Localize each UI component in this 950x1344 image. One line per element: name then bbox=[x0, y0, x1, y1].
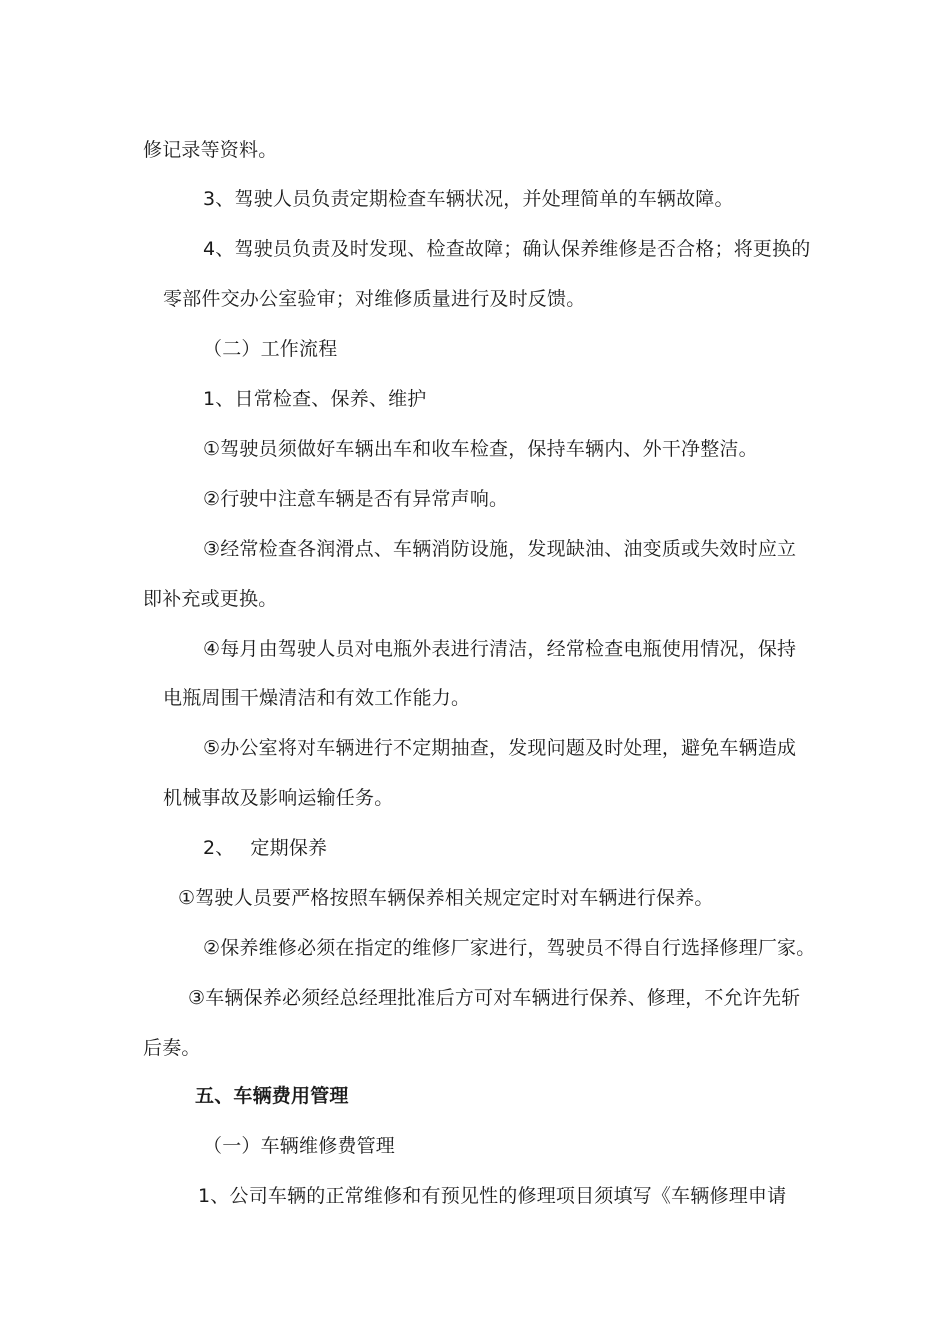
text-line: 3、驾驶人员负责定期检查车辆状况，并处理简单的车辆故障。 bbox=[203, 188, 734, 210]
text-line: ②保养维修必须在指定的维修厂家进行，驾驶员不得自行选择修理厂家。 bbox=[203, 937, 816, 959]
subsection-heading: 1、日常检查、保养、维护 bbox=[203, 388, 427, 410]
text-line: 电瓶周围干燥清洁和有效工作能力。 bbox=[163, 687, 471, 709]
chapter-heading: 五、车辆费用管理 bbox=[195, 1085, 349, 1107]
section-heading: （二）工作流程 bbox=[203, 338, 338, 360]
text-line: ⑤办公室将对车辆进行不定期抽查，发现问题及时处理，避免车辆造成 bbox=[203, 737, 797, 759]
text-line: 修记录等资料。 bbox=[143, 139, 278, 161]
text-line: ③车辆保养必须经总经理批准后方可对车辆进行保养、修理，不允许先斩 bbox=[188, 987, 801, 1009]
text-line: ①驾驶人员要严格按照车辆保养相关规定定时对车辆进行保养。 bbox=[178, 887, 714, 909]
text-line: ④每月由驾驶人员对电瓶外表进行清洁，经常检查电瓶使用情况，保持 bbox=[203, 638, 797, 660]
text-line: 即补充或更换。 bbox=[143, 588, 278, 610]
text-line: 4、驾驶员负责及时发现、检查故障；确认保养维修是否合格；将更换的 bbox=[203, 238, 811, 260]
text-line: 后奏。 bbox=[143, 1037, 201, 1059]
text-line: ③经常检查各润滑点、车辆消防设施，发现缺油、油变质或失效时应立 bbox=[203, 538, 797, 560]
subsection-heading: 2、 定期保养 bbox=[203, 837, 328, 859]
text-line: 1、公司车辆的正常维修和有预见性的修理项目须填写《车辆修理申请 bbox=[198, 1185, 787, 1207]
section-heading: （一）车辆维修费管理 bbox=[203, 1135, 396, 1157]
text-line: 零部件交办公室验审；对维修质量进行及时反馈。 bbox=[163, 288, 586, 310]
text-line: ①驾驶员须做好车辆出车和收车检查，保持车辆内、外干净整洁。 bbox=[203, 438, 758, 460]
text-line: 机械事故及影响运输任务。 bbox=[163, 787, 394, 809]
text-line: ②行驶中注意车辆是否有异常声响。 bbox=[203, 488, 509, 510]
